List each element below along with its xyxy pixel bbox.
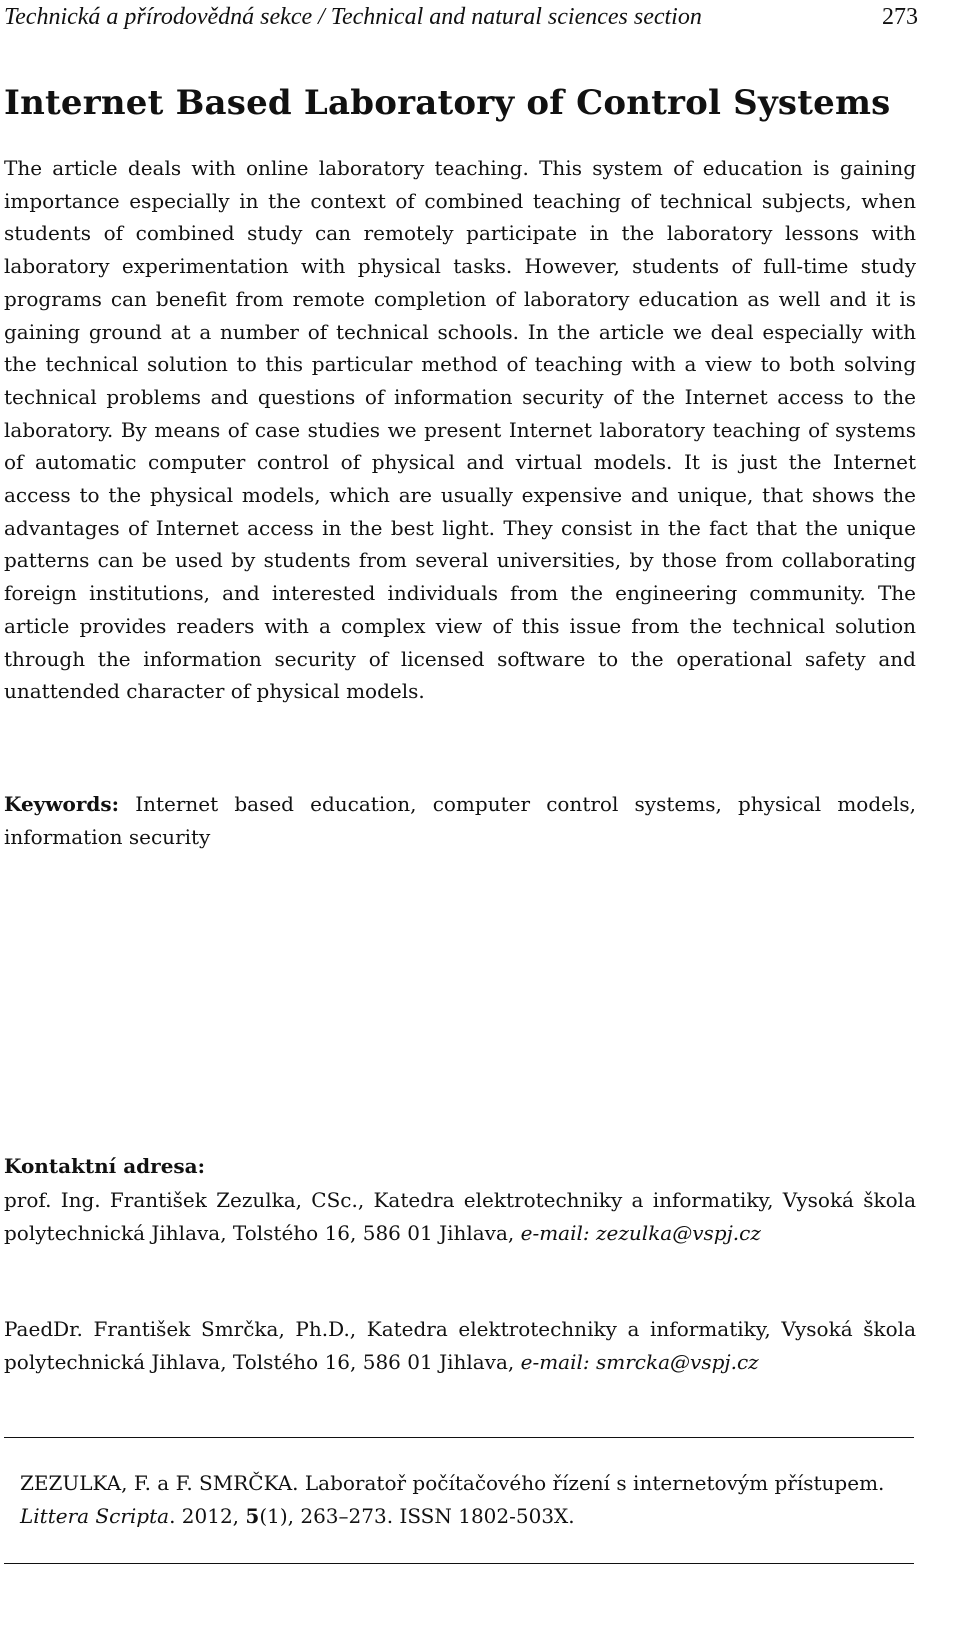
contact-author-2 xyxy=(4,1313,916,1378)
citation-volume: 5 xyxy=(245,1503,260,1528)
contact-author-1 xyxy=(4,1184,916,1249)
contact-author-1-email-label: e-mail: xyxy=(520,1220,590,1245)
contact-author-1-address: prof. Ing. František Zezulka, CSc., Katedra elektrotechniky a informatiky, Vysoká škola polytechnická Jihlava, Tolstého 16, 586 01 Jihlava, xyxy=(4,1188,916,1245)
citation-text xyxy=(20,1467,900,1532)
citation-issue-pages: (1), 263–273. ISSN 1802-503X. xyxy=(259,1503,575,1528)
keywords-list: Internet based education, computer control systems, physical models, information security xyxy=(4,792,916,849)
contact-author-2-email[interactable]: smrcka@vspj.cz xyxy=(596,1349,759,1374)
citation-authors-title: ZEZULKA, F. a F. SMRČKA. Laboratoř počítačového řízení s internetovým přístupem. xyxy=(20,1471,885,1495)
citation-top-rule xyxy=(4,1437,914,1438)
keywords-paragraph xyxy=(4,788,916,853)
section-name: Technická a přírodovědná sekce / Technical and natural sciences section xyxy=(4,4,702,30)
citation-year: . 2012, xyxy=(169,1503,246,1528)
citation-journal: Littera Scripta xyxy=(20,1503,170,1528)
contact-author-1-email[interactable]: zezulka@vspj.cz xyxy=(596,1220,761,1245)
citation-bottom-rule xyxy=(4,1563,914,1564)
keywords-label: Keywords: xyxy=(4,792,120,816)
contact-author-2-address: PaedDr. František Smrčka, Ph.D., Katedra elektrotechniky a informatiky, Vysoká škola polytechnická Jihlava, Tolstého 16, 586 01 Jihlava, xyxy=(4,1317,916,1374)
article-title: Internet Based Laboratory of Control Systems xyxy=(4,83,891,123)
abstract-text: The article deals with online laboratory teaching. This system of education is gaining importance especially in the context of combined teaching of technical subjects, when students of combined study can remotely participate in the laboratory lessons with laboratory experimentation with physical tasks. However, students of full-time study programs can benefit from remote completion of laboratory education as well and it is gaining ground at a number of technical schools. In the article we deal especially with the technical solution to this particular method of teaching with a view to both solving technical problems and questions of information security of the Internet access to the laboratory. By means of case studies we present Internet laboratory teaching of systems of automatic computer control of physical and virtual models. It is just the Internet access to the physical models, which are usually expensive and unique, that shows the advantages of Internet access in the best light. They consist in the fact that the unique patterns can be used by students from several universities, by those from collaborating foreign institutions, and interested individuals from the engineering community. The article provides readers with a complex view of this issue from the technical solution through the information security of licensed software to the operational safety and unattended character of physical models. xyxy=(4,156,916,704)
contact-heading: Kontaktní adresa: xyxy=(4,1154,206,1178)
running-header xyxy=(4,2,918,32)
page-number: 273 xyxy=(882,4,918,30)
contact-author-2-email-label: e-mail: xyxy=(520,1349,590,1374)
